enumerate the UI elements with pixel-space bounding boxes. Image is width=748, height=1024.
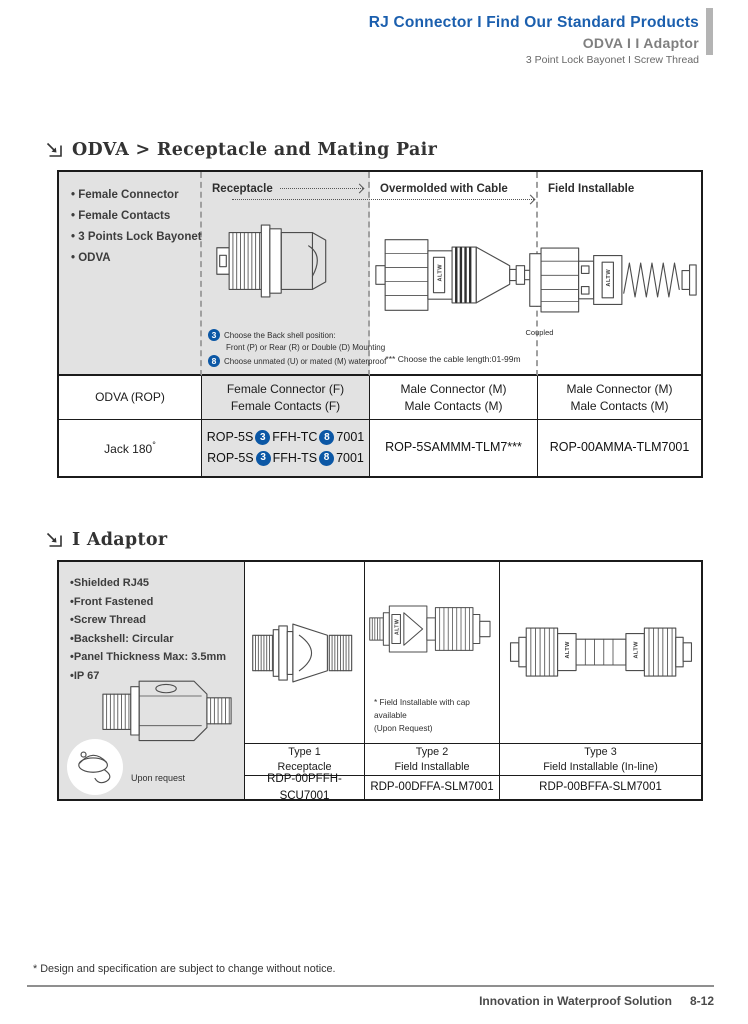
cap-note-line2: (Upon Request) (374, 723, 433, 734)
part-number: ROP-5SAMMM-TLM7*** (385, 440, 522, 455)
footer-tagline (479, 994, 714, 1008)
receptacle-gender-cell (202, 376, 370, 420)
field-header-label: Field Installable (548, 183, 635, 195)
gender-line: Male Connector (M) (400, 381, 507, 396)
receptacle-drawing (214, 211, 356, 311)
receptacle-pn-cell (202, 420, 370, 476)
dotted-arrow (280, 188, 363, 189)
field-installable-image-box (525, 195, 701, 374)
feature-item: • Screw Thread (70, 611, 234, 630)
type3-pn-cell (500, 776, 701, 799)
gender-line: Male Connector (M) (566, 381, 673, 396)
type-desc: Field Installable (In-line) (543, 760, 658, 773)
page-tagline: 3 Point Lock Bayonet I Screw Thread (525, 54, 699, 66)
pn-segment: 7001 (336, 450, 364, 465)
coupled-label: Coupled (525, 327, 554, 337)
feature-item: • Front Fastened (70, 593, 234, 612)
section1-heading-text: ODVA > Receptacle and Mating Pair (72, 140, 438, 160)
pn-segment: ROP-5S (206, 430, 254, 444)
cap-available-note (365, 696, 499, 743)
option-badge-8: 8 (208, 355, 220, 367)
receptacle-column-header (202, 172, 368, 195)
type-name: Type 1 (288, 745, 321, 758)
receptacle-notes (202, 326, 387, 374)
overmolded-column-header (370, 172, 536, 195)
adaptor-features-cell (59, 562, 245, 799)
type1-receptacle-drawing (249, 609, 361, 697)
jack-label-cell (59, 420, 202, 476)
series-label: ODVA (ROP) (95, 390, 165, 405)
feature-item: • Panel Thickness Max: 3.5mm (70, 648, 234, 667)
page-number: 8-12 (689, 994, 714, 1008)
overmolded-connector-drawing (374, 227, 532, 323)
part-number (207, 429, 364, 447)
feature-item: • Female Connector (71, 185, 188, 206)
type-desc: Receptacle (277, 760, 332, 773)
protective-cap-icon (67, 739, 123, 795)
receptacle-header-label: Receptacle (212, 183, 273, 195)
type1-image-cell (245, 562, 365, 744)
type1-pn-cell (245, 773, 365, 802)
odva-features-cell (59, 172, 202, 376)
type2-image-cell (365, 562, 500, 744)
altw-label: ALTW (632, 640, 639, 659)
feature-item: • 3 Points Lock Bayonet (71, 227, 188, 248)
page-subtitle: ODVA I I Adaptor (582, 35, 699, 51)
part-number: ROP-00AMMA-TLM7001 (549, 440, 690, 455)
field-gender-cell (538, 376, 701, 420)
feature-item: • Backshell: Circular (70, 630, 234, 649)
field-pn-cell (538, 420, 701, 476)
section1-heading (46, 140, 437, 160)
type3-image-cell (500, 562, 701, 744)
type-desc: Field Installable (394, 760, 470, 773)
section-arrow-icon (46, 532, 63, 548)
option-badge-8: 8 (319, 451, 334, 466)
upon-request-block (67, 739, 185, 795)
cable-length-note: *** Choose the cable length:01-99m (385, 354, 521, 364)
option-badge-3: 3 (255, 430, 270, 445)
feature-item: • Female Contacts (71, 206, 188, 227)
field-installable-column (525, 172, 701, 376)
waterproof-note: Choose unmated (U) or mated (M) waterproof (224, 356, 387, 366)
cap-note-line1: * Field Installable with cap available (374, 697, 470, 721)
receptacle-image-box (202, 195, 368, 326)
pn-segment: 7001 (336, 430, 365, 444)
overmolded-pn-cell (370, 420, 538, 476)
header-accent-bar (706, 8, 713, 55)
upon-request-label: Upon request (131, 773, 186, 783)
pn-segment: ROP-5S (207, 450, 254, 465)
pn-segment: FFH-TC (272, 430, 318, 444)
part-number (207, 450, 364, 468)
degree-sign: ° (152, 439, 156, 450)
part-number: RDP-00PFFH-SCU7001 (267, 773, 342, 802)
overmolded-header-label: Overmolded with Cable (380, 183, 508, 195)
backshell-note-line2: Front (P) or Rear (R) or Double (D) Mounting (226, 343, 386, 352)
type3-label-cell (500, 744, 701, 776)
pn-segment: FFH-TS (272, 450, 318, 465)
footer-slogan: Innovation in Waterproof Solution (479, 994, 672, 1008)
altw-label: ALTW (394, 619, 401, 636)
altw-label: ALTW (605, 268, 612, 287)
feature-item: • IP 67 (70, 667, 234, 686)
overmolded-column (370, 172, 538, 376)
i-adaptor-table (57, 560, 703, 801)
footer-divider (27, 985, 714, 987)
altw-label: ALTW (564, 640, 571, 659)
overmolded-image-box (370, 195, 536, 354)
feature-item: • Shielded RJ45 (70, 574, 234, 593)
page-title: RJ Connector I Find Our Standard Products (368, 14, 699, 31)
overmolded-gender-cell (370, 376, 538, 420)
type2-pn-cell (365, 776, 500, 799)
type3-inline-drawing (508, 617, 694, 689)
receptacle-column (202, 172, 387, 376)
gender-line: Male Contacts (M) (570, 398, 669, 413)
type-name: Type 2 (415, 745, 449, 758)
option-badge-3: 3 (256, 451, 271, 466)
dotted-arrow (232, 199, 534, 200)
disclaimer-note: * Design and specification are subject to change without notice. (33, 963, 336, 975)
part-number: RDP-00DFFA-SLM7001 (370, 781, 494, 794)
part-number: RDP-00BFFA-SLM7001 (539, 781, 662, 794)
odva-mating-table (57, 170, 703, 478)
page-header (369, 14, 699, 66)
altw-label: ALTW (437, 263, 444, 282)
gender-line: Male Contacts (M) (404, 398, 503, 413)
section2-heading (46, 530, 167, 550)
gender-line: Female Contacts (F) (230, 398, 341, 413)
backshell-note-line1: Choose the Back shell position: (224, 330, 336, 340)
feature-item: • ODVA (71, 248, 188, 269)
series-label-cell (59, 376, 202, 420)
jack-label: Jack 180 (104, 441, 153, 456)
option-badge-8: 8 (319, 430, 334, 445)
type2-label-cell (365, 744, 500, 776)
section-arrow-icon (46, 142, 63, 158)
type2-field-installable-drawing (368, 588, 496, 670)
type-name: Type 3 (584, 745, 617, 758)
gender-line: Female Connector (F) (226, 381, 345, 396)
field-installable-column-header (538, 172, 701, 195)
section2-heading-text: I Adaptor (72, 530, 168, 550)
option-badge-3: 3 (208, 329, 220, 341)
field-installable-connector-drawing (526, 233, 714, 327)
